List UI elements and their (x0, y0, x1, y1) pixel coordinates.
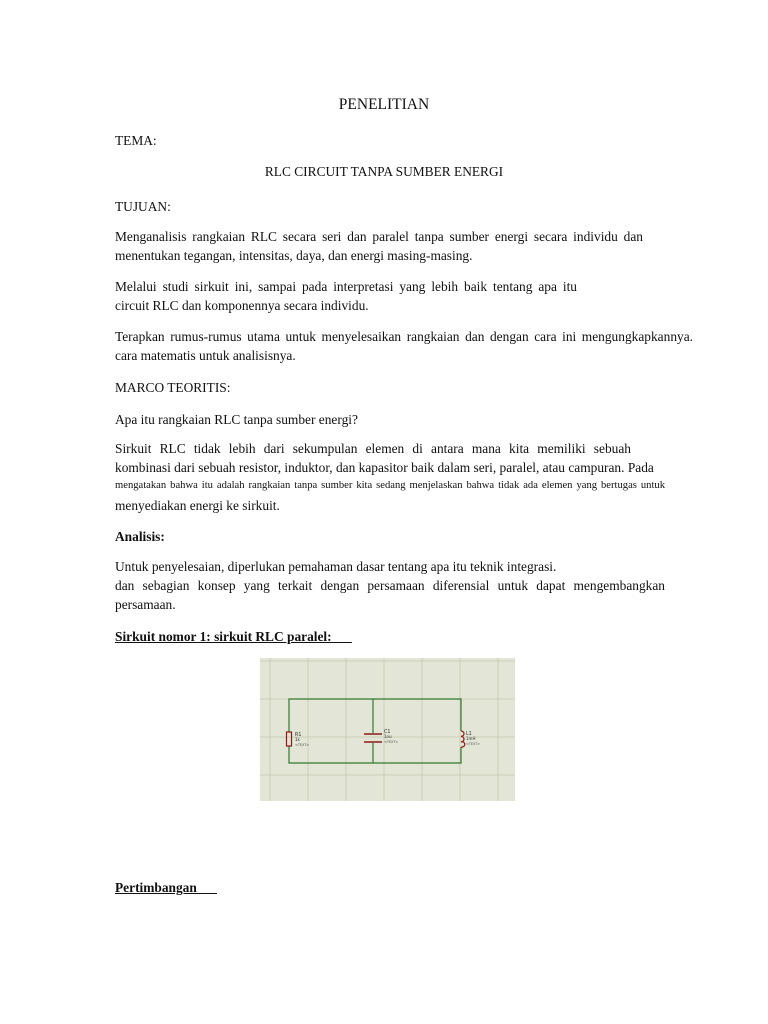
tema-label: TEMA: (115, 133, 157, 148)
resistor-ref: R1 (295, 733, 302, 738)
inductor-ref: L1 (466, 732, 472, 737)
analisis-line-3: persamaan. (115, 597, 176, 612)
marco-paragraph-line-4: menyediakan energi ke sirkuit. (115, 498, 280, 513)
capacitor-sub: <TEXT> (384, 740, 399, 744)
tema-value: RLC CIRCUIT TANPA SUMBER ENERGI (264, 164, 504, 179)
tujuan-paragraph-3-line-2: cara matematis untuk analisisnya. (115, 348, 296, 363)
marco-question: Apa itu rangkaian RLC tanpa sumber energi? (115, 412, 358, 427)
tujuan-paragraph-2-line-1: Melalui studi sirkuit ini, sampai pada interpretasi yang lebih baik tentang apa itu (115, 279, 577, 294)
analisis-line-2: dan sebagian konsep yang terkait dengan persamaan diferensial untuk dapat mengembangkan (115, 578, 665, 593)
pertimbangan-heading (115, 878, 217, 897)
marco-paragraph-line-2: kombinasi dari sebuah resistor, induktor, dan kapasitor baik dalam seri, paralel, atau campuran. Pada (115, 460, 654, 475)
inductor-value: 1mH (466, 736, 476, 741)
tujuan-label: TUJUAN: (115, 199, 171, 214)
sirkuit-1-heading-text: Sirkuit nomor 1: sirkuit RLC paralel: (115, 629, 332, 644)
rlc-parallel-circuit-figure (260, 658, 515, 801)
analisis-line-1: Untuk penyelesaian, diperlukan pemahaman dasar tentang apa itu teknik integrasi. (115, 559, 557, 574)
marco-paragraph-line-1: Sirkuit RLC tidak lebih dari sekumpulan elemen di antara mana kita memiliki sebuah (115, 441, 631, 456)
marco-teoritis-label: MARCO TEORITIS: (115, 380, 231, 395)
capacitor-ref: C1 (384, 730, 391, 735)
resistor-value: 1k (295, 737, 300, 742)
tujuan-paragraph-1-line-2: menentukan tegangan, intensitas, daya, dan energi masing-masing. (115, 248, 473, 263)
tujuan-paragraph-2-line-2: circuit RLC dan komponennya secara individu. (115, 298, 369, 313)
resistor-sub: <TEXT> (295, 743, 310, 747)
tujuan-paragraph-1-line-1: Menganalisis rangkaian RLC secara seri dan paralel tanpa sumber energi secara individu dan (115, 229, 643, 244)
inductor-sub: <TEXT> (466, 742, 481, 746)
pertimbangan-heading-text: Pertimbangan (115, 880, 197, 895)
tujuan-paragraph-3-line-1: Terapkan rumus-rumus utama untuk menyelesaikan rangkaian dan dengan cara ini mengungkapkannya. (115, 329, 693, 344)
sirkuit-1-heading (115, 627, 352, 646)
capacitor-value: 1nu (384, 734, 392, 739)
document-title: PENELITIAN (338, 96, 430, 113)
marco-paragraph-line-3: mengatakan bahwa itu adalah rangkaian tanpa sumber kita sedang menjelaskan bahwa tidak ada elemen yang bertugas untuk (115, 480, 665, 491)
analisis-heading: Analisis: (115, 529, 165, 544)
